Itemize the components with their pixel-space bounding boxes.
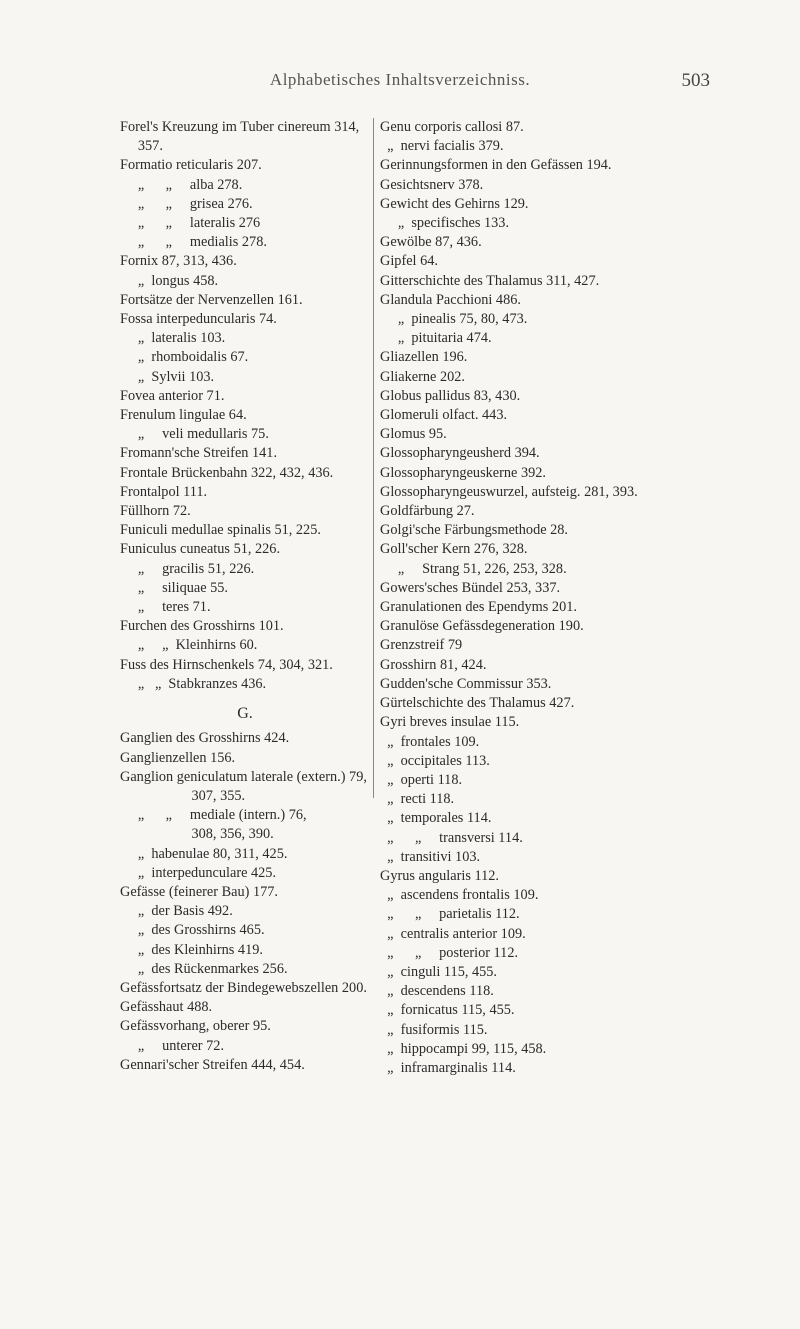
index-entry: Goll'scher Kern 276, 328. (380, 541, 528, 558)
index-entry: Glandula Pacchioni 486. (380, 291, 521, 308)
index-entry: „ centralis anterior 109. (380, 925, 526, 942)
index-entry: „ specifisches 133. (380, 215, 510, 232)
index-entry: „ „ mediale (intern.) 76, (120, 807, 307, 824)
index-entry: „ des Rückenmarkes 256. (120, 960, 288, 977)
index-entry: Ganglienzellen 156. (120, 749, 236, 766)
index-entry: „ „ Stabkranzes 436. (120, 675, 267, 692)
index-entry: Gefässe (feinerer Bau) 177. (120, 883, 278, 900)
column-divider (373, 118, 374, 798)
index-entry: Granulationen des Ependyms 201. (380, 599, 577, 616)
index-entry: Gesichtsnerv 378. (380, 176, 484, 193)
index-entry: Gudden'sche Commissur 353. (380, 675, 552, 692)
index-entry: Furchen des Grosshirns 101. (120, 618, 284, 635)
index-entry: Formatio reticularis 207. (120, 157, 262, 174)
index-entry: Gürtelschichte des Thalamus 427. (380, 695, 575, 712)
index-entry: Goldfärbung 27. (380, 503, 475, 520)
index-entry: „ „ transversi 114. (380, 829, 523, 846)
index-entry: Gyri breves insulae 115. (380, 714, 520, 731)
page-header (0, 70, 800, 94)
index-entry: „ „ medialis 278. (120, 234, 267, 251)
index-entry: Gerinnungsformen in den Gefässen 194. (380, 157, 612, 174)
index-entry: „ longus 458. (120, 272, 219, 289)
index-entry: „ operti 118. (380, 771, 463, 788)
index-entry: „ teres 71. (120, 599, 211, 616)
index-entry: Granulöse Gefässdegeneration 190. (380, 618, 584, 635)
index-entry: Grosshirn 81, 424. (380, 656, 487, 673)
index-column-left (120, 118, 370, 1075)
index-entry: Gefässfortsatz der Bindegewebszellen 200. (120, 979, 367, 996)
index-entry: Funiculus cuneatus 51, 226. (120, 541, 281, 558)
index-column-right (380, 118, 710, 1078)
index-entry: Gewölbe 87, 436. (380, 234, 482, 251)
index-entry: Glossopharyngeuskerne 392. (380, 464, 546, 481)
index-entry: Frenulum lingulae 64. (120, 407, 247, 424)
index-entry: „ pinealis 75, 80, 473. (380, 311, 528, 328)
index-entry: „ Strang 51, 226, 253, 328. (380, 560, 567, 577)
index-entry: „ der Basis 492. (120, 903, 233, 920)
index-entry: „ interpedunculare 425. (120, 864, 277, 881)
index-entry: Glossopharyngeuswurzel, aufsteig. 281, 393. (380, 483, 638, 500)
index-entry: Glomus 95. (380, 426, 447, 443)
index-entry: „ des Grosshirns 465. (120, 922, 265, 939)
index-entry: Grenzstreif 79 (380, 637, 463, 654)
index-entry: „ fornicatus 115, 455. (380, 1002, 515, 1019)
index-entry: „ unterer 72. (120, 1037, 225, 1054)
index-entry: „ „ posterior 112. (380, 944, 519, 961)
index-entry: „ occipitales 113. (380, 752, 490, 769)
index-entry: Fornix 87, 313, 436. (120, 253, 237, 270)
index-entry: „ pituitaria 474. (380, 330, 492, 347)
index-entry: „ des Kleinhirns 419. (120, 941, 263, 958)
index-entry: Füllhorn 72. (120, 503, 191, 520)
index-entry: Funiculi medullae spinalis 51, 225. (120, 522, 321, 539)
index-entry: „ „ parietalis 112. (380, 906, 520, 923)
index-entry: „ ascendens frontalis 109. (380, 887, 539, 904)
index-entry: „ cinguli 115, 455. (380, 963, 498, 980)
index-entry: 357. (120, 138, 163, 155)
section-letter-heading: G. (237, 705, 253, 723)
index-entry: Frontale Brückenbahn 322, 432, 436. (120, 464, 334, 481)
index-entry: „ „ Kleinhirns 60. (120, 637, 258, 654)
index-entry: „ hippocampi 99, 115, 458. (380, 1040, 547, 1057)
index-entry: Gefässvorhang, oberer 95. (120, 1018, 271, 1035)
index-entry: „ veli medullaris 75. (120, 426, 269, 443)
index-entry: „ nervi facialis 379. (380, 138, 504, 155)
index-entry: Glomeruli olfact. 443. (380, 407, 508, 424)
index-entry: Gipfel 64. (380, 253, 438, 270)
index-entry: Fuss des Hirnschenkels 74, 304, 321. (120, 656, 333, 673)
index-entry: Forel's Kreuzung im Tuber cinereum 314, (120, 119, 360, 135)
index-entry: Fossa interpeduncularis 74. (120, 311, 277, 328)
index-entry: Gitterschichte des Thalamus 311, 427. (380, 272, 600, 289)
running-title: Alphabetisches Inhaltsverzeichniss. (269, 70, 531, 89)
index-entry: Fortsätze der Nervenzellen 161. (120, 291, 303, 308)
index-entry: Glossopharyngeusherd 394. (380, 445, 540, 462)
index-entry: Gliazellen 196. (380, 349, 468, 366)
index-entry: „ lateralis 103. (120, 330, 226, 347)
index-entry: Gliakerne 202. (380, 368, 465, 385)
index-entry: „ „ lateralis 276 (120, 215, 261, 232)
index-entry: Ganglion geniculatum laterale (extern.) 79, (120, 768, 367, 785)
index-entry: Gennari'scher Streifen 444, 454. (120, 1056, 305, 1073)
index-entry: Gefässhaut 488. (120, 999, 213, 1016)
index-entry: „ frontales 109. (380, 733, 480, 750)
page-number: 503 (681, 70, 710, 91)
index-entry: 307, 355. (120, 787, 246, 804)
index-entry: „ „ alba 278. (120, 176, 243, 193)
index-entry: „ inframarginalis 114. (380, 1059, 516, 1076)
index-entry: Golgi'sche Färbungsmethode 28. (380, 522, 569, 539)
index-entry: 308, 356, 390. (120, 826, 274, 843)
index-entry: Fovea anterior 71. (120, 387, 225, 404)
index-entry: Gyrus angularis 112. (380, 867, 499, 884)
index-entry: „ habenulae 80, 311, 425. (120, 845, 288, 862)
index-entry: „ gracilis 51, 226. (120, 560, 255, 577)
index-entry: „ temporales 114. (380, 810, 492, 827)
index-entry: „ recti 118. (380, 791, 455, 808)
index-entry: Frontalpol 111. (120, 483, 208, 500)
index-entry: „ siliquae 55. (120, 579, 229, 596)
index-entry: „ Sylvii 103. (120, 368, 215, 385)
index-entry: Fromann'sche Streifen 141. (120, 445, 278, 462)
index-entry: „ transitivi 103. (380, 848, 481, 865)
index-entry: Ganglien des Grosshirns 424. (120, 730, 290, 747)
index-entry: „ rhomboidalis 67. (120, 349, 249, 366)
index-entry: Gewicht des Gehirns 129. (380, 195, 529, 212)
index-entry: „ fusiformis 115. (380, 1021, 488, 1038)
index-entry: Gowers'sches Bündel 253, 337. (380, 579, 561, 596)
index-entry: „ „ grisea 276. (120, 195, 253, 212)
index-entry: „ descendens 118. (380, 983, 494, 1000)
index-entry: Genu corporis callosi 87. (380, 119, 524, 135)
index-entry: Globus pallidus 83, 430. (380, 387, 521, 404)
